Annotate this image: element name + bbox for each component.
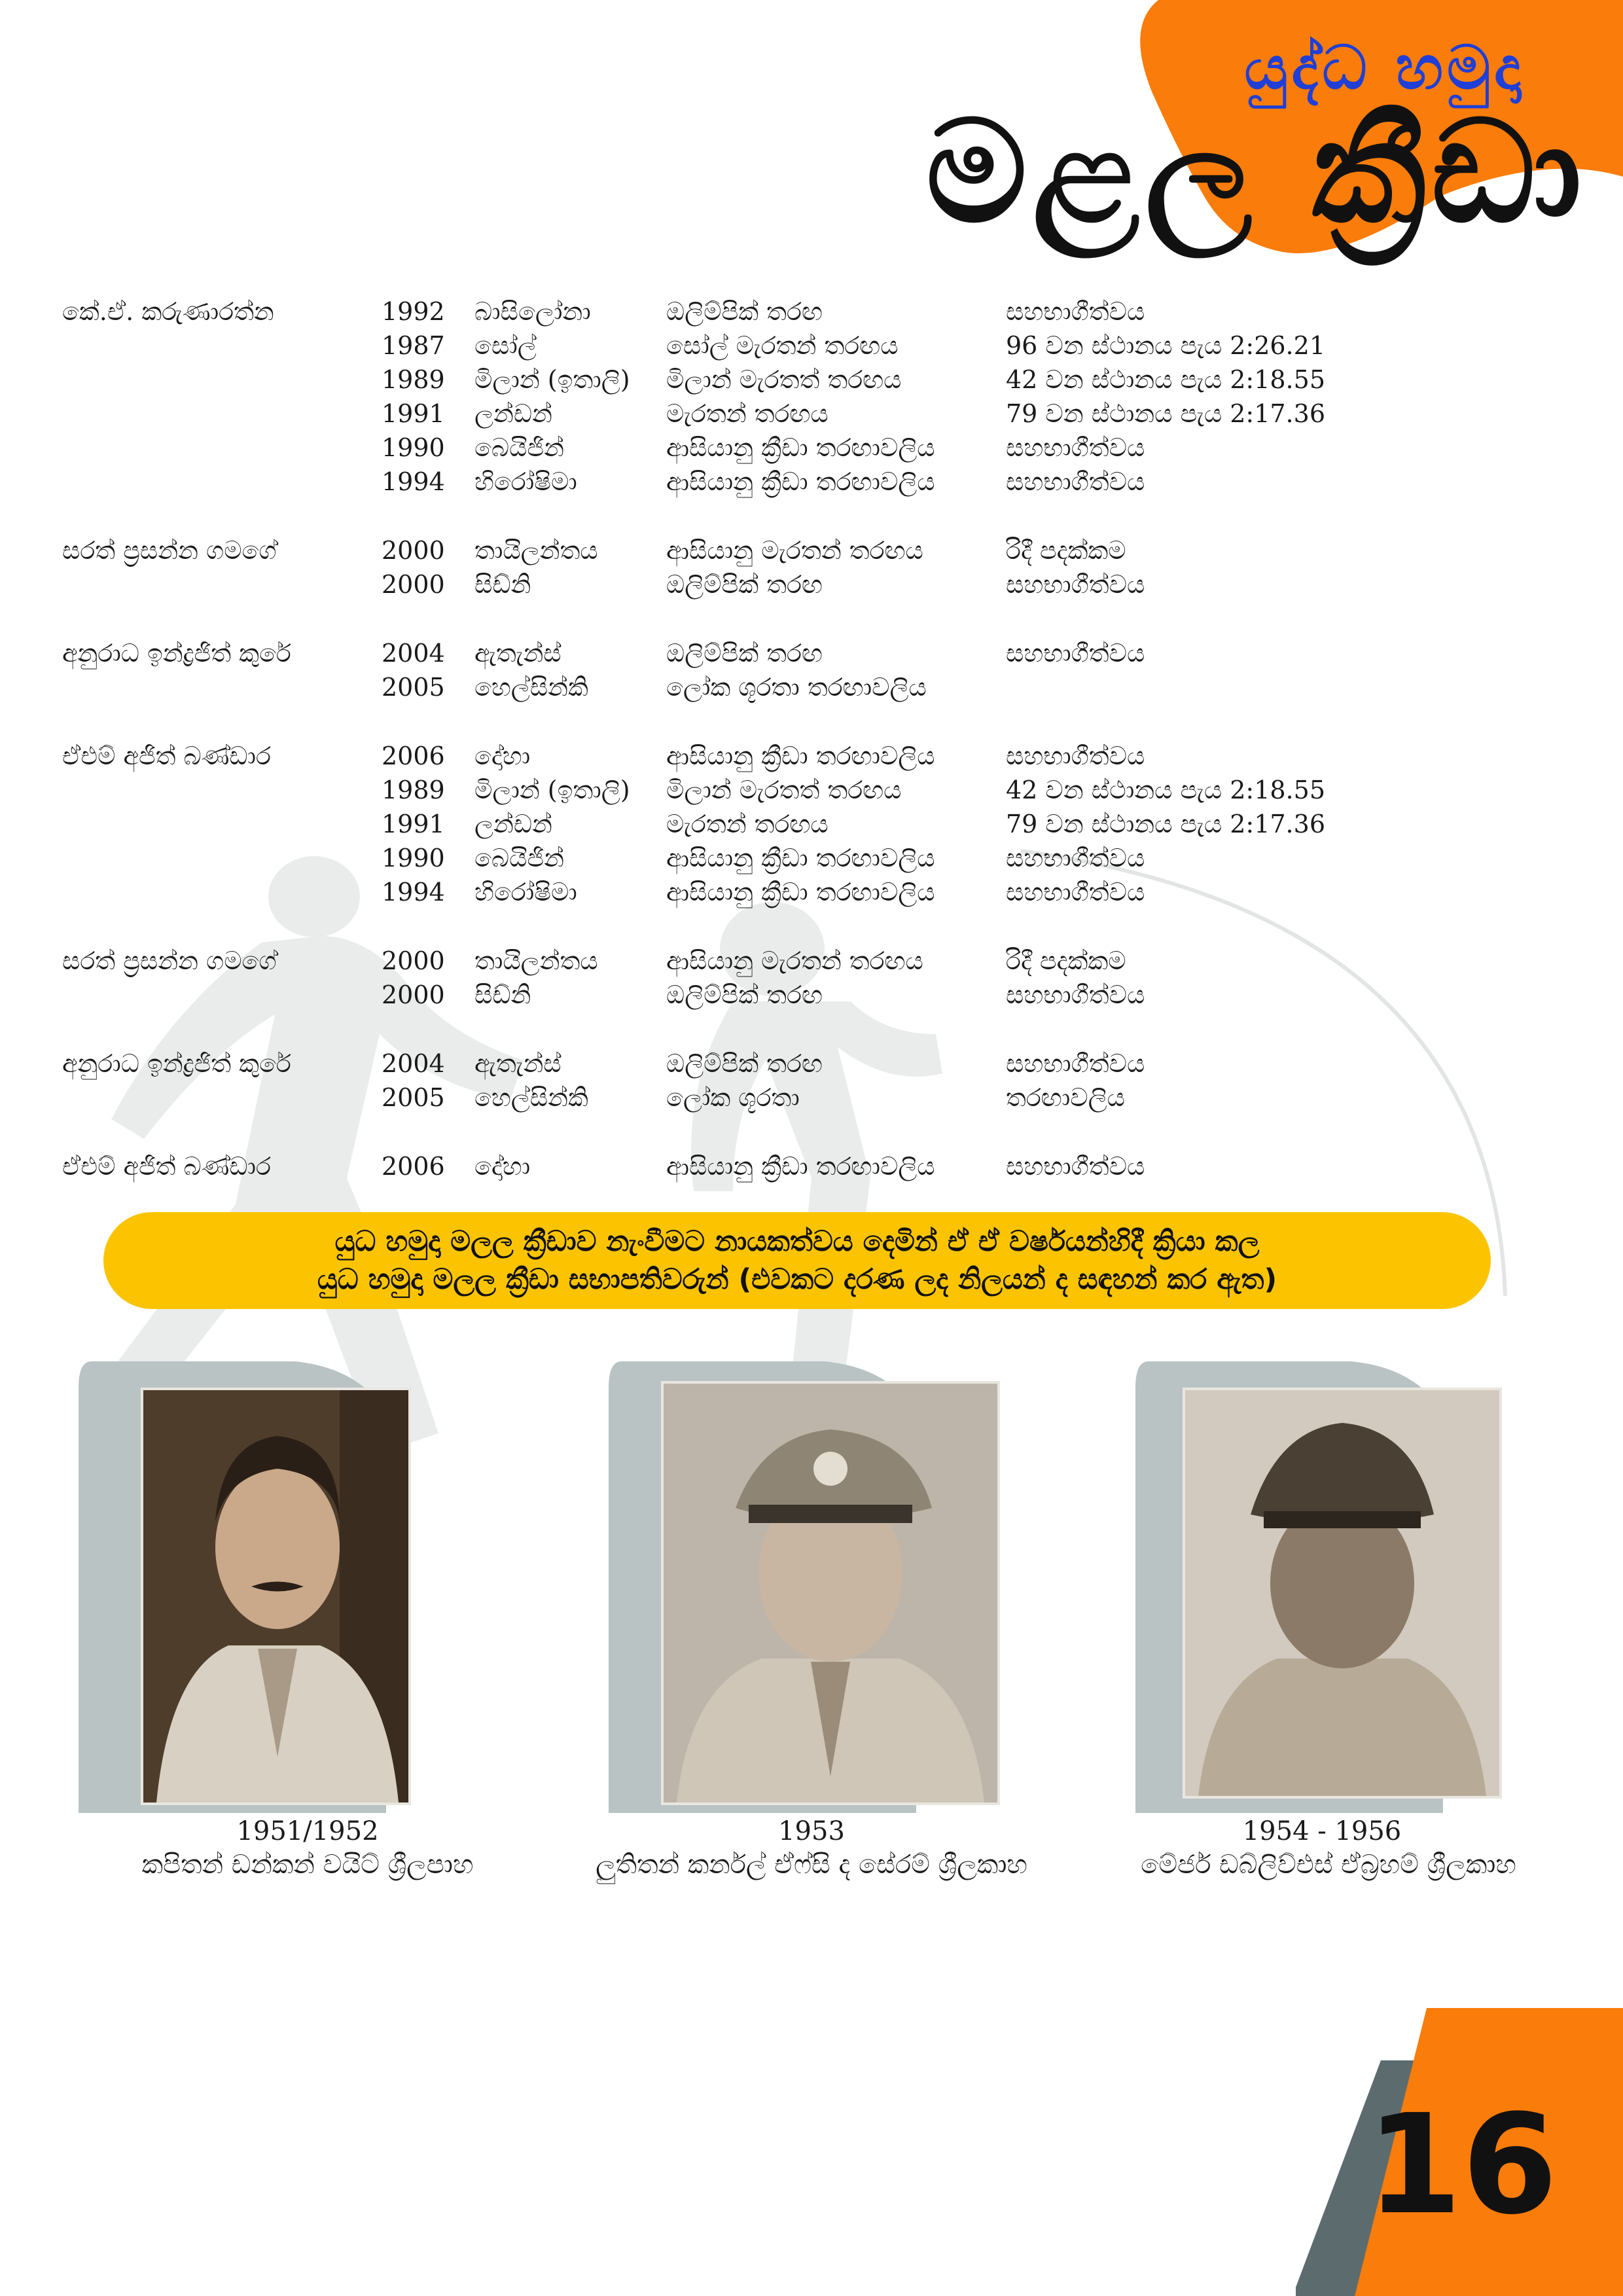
record-place: මිලාන් (ඉතාලි): [474, 365, 630, 394]
record-event: ලෝක ශූරතා තරඟාවලිය: [666, 673, 927, 702]
record-event: මිලාන් මැරතත් තරඟය: [666, 776, 902, 804]
record-event: ලෝක ශූරතා: [666, 1083, 800, 1112]
record-place: හිරෝෂිමා: [474, 878, 577, 906]
record-place: හෙල්සින්කි: [474, 1083, 588, 1112]
banner-line-2: යුධ හමුදා මලල ක්‍රීඩා සභාපතිවරුන් (එවකට දරණ ලද නිලයන් ද සඳහන් කර ඇත): [317, 1263, 1277, 1296]
record-result: 42 වන ස්ථානය පැය 2:18.55: [1006, 365, 1325, 394]
record-year: 1990: [382, 844, 445, 872]
record-event: ආසියානු මැරතන් තරඟය: [666, 536, 923, 565]
record-place: සිඩ්නි: [474, 570, 531, 599]
record-event: ඔලිම්පික් තරඟ: [666, 570, 823, 599]
record-place: හෙල්සින්කි: [474, 673, 588, 702]
record-year: 1987: [382, 331, 445, 360]
section-kicker: යුද්ධ හමුදා: [1244, 33, 1525, 103]
record-result: 96 වන ස්ථානය පැය 2:26.21: [1006, 331, 1325, 360]
record-place: ලන්ඩන්: [474, 399, 552, 428]
president-name-3: මේජර් ඩබ්ලිව්එස් ඒබ්‍රහම් ශ්‍රීලකාහ: [1141, 1850, 1516, 1880]
record-result: සහභාගීත්වය: [1006, 980, 1145, 1009]
president-years-1: 1951/1952: [236, 1816, 379, 1846]
record-event: ආසියානු මැරතන් තරඟය: [666, 946, 923, 975]
athlete-name: අනුරාධ ඉන්ද්‍රජිත් කුරේ: [62, 1049, 291, 1078]
record-event: ආසියානු ක්‍රීඩා තරඟාවලිය: [666, 844, 935, 872]
record-result: රිදී පදක්කම: [1006, 536, 1126, 565]
record-year: 1991: [382, 810, 445, 838]
presidents-banner: [103, 1212, 1491, 1309]
record-event: ආසියානු ක්‍රීඩා තරඟාවලිය: [666, 878, 935, 906]
record-year: 2005: [382, 673, 445, 702]
record-place: හිරෝෂිමා: [474, 467, 577, 496]
record-year: 1994: [382, 467, 445, 496]
record-place: ඇතැන්ස්: [474, 1049, 562, 1078]
record-result: තරඟාවලිය: [1006, 1083, 1125, 1112]
record-event: ආසියානු ක්‍රීඩා තරඟාවලිය: [666, 742, 935, 770]
page-title: මළල ක්‍රීඩා: [925, 90, 1587, 254]
record-result: සහභාගීත්වය: [1006, 639, 1145, 668]
record-place: සෝල්: [474, 331, 537, 360]
record-event: ඔලිම්පික් තරඟ: [666, 980, 823, 1009]
record-event: මැරතන් තරඟය: [666, 399, 829, 428]
athlete-name: කේ.ඒ. කරුණාරත්න: [62, 297, 274, 326]
athlete-name: සරත් ප්‍රසන්න ගමගේ: [62, 536, 277, 565]
record-year: 2000: [382, 946, 445, 975]
record-year: 1994: [382, 878, 445, 906]
portrait-photo: [1183, 1388, 1502, 1799]
record-place: බාසිලෝනා: [474, 297, 591, 326]
record-event: ඔලිම්පික් තරඟ: [666, 297, 823, 326]
record-result: 79 වන ස්ථානය පැය 2:17.36: [1006, 399, 1325, 428]
portrait-card-1: [79, 1361, 419, 1813]
record-place: දෝහා: [474, 1152, 531, 1181]
record-year: 2004: [382, 1049, 445, 1078]
record-event: ආසියානු ක්‍රීඩා තරඟාවලිය: [666, 467, 935, 496]
record-event: ඔලිම්පික් තරඟ: [666, 1049, 823, 1078]
record-year: 2000: [382, 536, 445, 565]
record-year: 1989: [382, 365, 445, 394]
president-years-3: 1954 - 1956: [1242, 1816, 1402, 1846]
record-event: සෝල් මැරතන් තරඟය: [666, 331, 899, 360]
record-result: රිදී පදක්කම: [1006, 946, 1126, 975]
record-place: බෙයිජින්: [474, 844, 564, 872]
record-year: 1992: [382, 297, 445, 326]
record-result: සහභාගීත්වය: [1006, 297, 1145, 326]
record-place: තායිලන්තය: [474, 536, 598, 565]
record-event: මිලාන් මැරතත් තරඟය: [666, 365, 902, 394]
record-event: ආසියානු ක්‍රීඩා තරඟාවලිය: [666, 1152, 935, 1181]
record-result: 79 වන ස්ථානය පැය 2:17.36: [1006, 810, 1325, 838]
president-name-1: කපිතන් ඩන්කන් වයිට් ශ්‍රීලපාහ: [141, 1850, 474, 1880]
record-year: 2006: [382, 1152, 445, 1181]
record-year: 1991: [382, 399, 445, 428]
athlete-name: අනුරාධ ඉන්ද්‍රජිත් කුරේ: [62, 639, 291, 668]
portrait-photo: [141, 1388, 411, 1805]
record-year: 2000: [382, 980, 445, 1009]
president-years-2: 1953: [778, 1816, 845, 1846]
record-event: මැරතන් තරඟය: [666, 810, 829, 838]
record-place: ලන්ඩන්: [474, 810, 552, 838]
record-result: සහභාගීත්වය: [1006, 467, 1145, 496]
record-year: 2006: [382, 742, 445, 770]
record-place: දෝහා: [474, 742, 531, 770]
portrait-card-2: [609, 1361, 949, 1813]
record-result: සහභාගීත්වය: [1006, 878, 1145, 906]
record-place: බෙයිජින්: [474, 433, 564, 462]
record-year: 2004: [382, 639, 445, 668]
record-year: 1990: [382, 433, 445, 462]
record-place: සිඩ්නි: [474, 980, 531, 1009]
record-result: සහභාගීත්වය: [1006, 1049, 1145, 1078]
record-year: 2000: [382, 570, 445, 599]
athlete-name: ඒඑම් අජිත් බණ්ඩාර: [62, 742, 272, 770]
president-name-2: ලුතිතන් කර්නල් ඒෆ්සි ද සේරම් ශ්‍රීලකාහ: [596, 1850, 1027, 1880]
athlete-name: ඒඑම් අජිත් බණ්ඩාර: [62, 1152, 272, 1181]
record-result: සහභාගීත්වය: [1006, 844, 1145, 872]
athlete-name: සරත් ප්‍රසන්න ගමගේ: [62, 946, 277, 975]
record-result: සහභාගීත්වය: [1006, 570, 1145, 599]
portrait-photo: [661, 1381, 1000, 1805]
record-place: මිලාන් (ඉතාලි): [474, 776, 630, 804]
record-result: සහභාගීත්වය: [1006, 1152, 1145, 1181]
record-year: 2005: [382, 1083, 445, 1112]
record-result: 42 වන ස්ථානය පැය 2:18.55: [1006, 776, 1325, 804]
portrait-card-3: [1135, 1361, 1476, 1813]
record-event: ඔලිම්පික් තරඟ: [666, 639, 823, 668]
record-place: ඇතැන්ස්: [474, 639, 562, 668]
record-place: තායිලන්තය: [474, 946, 598, 975]
page-number: 16: [1366, 2085, 1558, 2245]
banner-line-1: යුධ හමුදා මලල ක්‍රීඩාව නැංවීමට නායකත්වය දෙමින් ඒ ඒ වර්ෂයන්හිදී ක්‍රියා කල: [334, 1225, 1260, 1258]
record-result: සහභාගීත්වය: [1006, 433, 1145, 462]
record-result: සහභාගීත්වය: [1006, 742, 1145, 770]
record-year: 1989: [382, 776, 445, 804]
record-event: ආසියානු ක්‍රීඩා තරඟාවලිය: [666, 433, 935, 462]
